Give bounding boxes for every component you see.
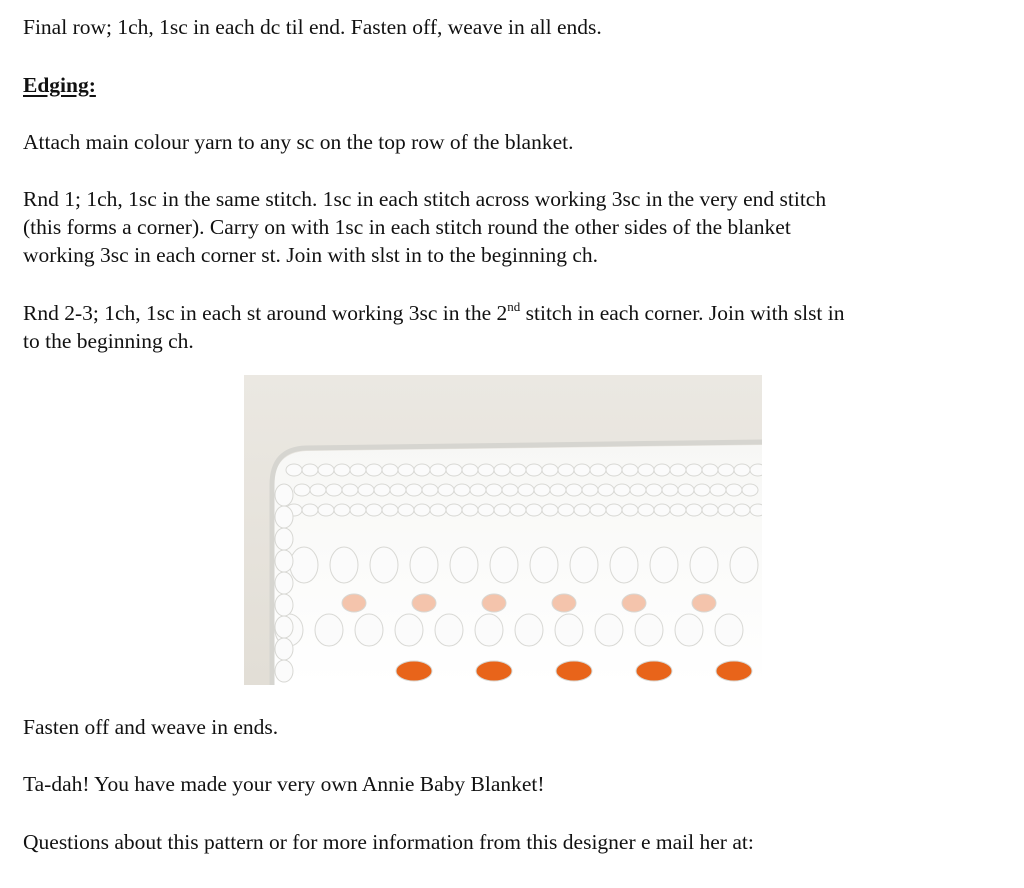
cluster-stitch (315, 614, 343, 646)
stitch (478, 464, 494, 476)
cluster-stitch (555, 614, 583, 646)
stitch (334, 504, 350, 516)
stitch (566, 484, 582, 496)
stitch (550, 484, 566, 496)
stitch (350, 504, 366, 516)
cluster-stitch (330, 547, 358, 583)
stitch (366, 504, 382, 516)
edge-stitch (275, 616, 293, 638)
stitch (534, 484, 550, 496)
stitch (446, 464, 462, 476)
stitch (526, 464, 542, 476)
stitch (526, 504, 542, 516)
edging-heading: Edging: (23, 73, 96, 97)
peach-stitch (412, 594, 436, 612)
stitch (606, 504, 622, 516)
cluster-stitch (355, 614, 383, 646)
stitch (542, 504, 558, 516)
peach-stitch (482, 594, 506, 612)
cluster-stitch (490, 547, 518, 583)
rnd1-text-line-2: (this forms a corner). Carry on with 1sc in each stitch round the other sides of the blanket (23, 215, 791, 239)
stitch (630, 484, 646, 496)
stitch (678, 484, 694, 496)
orange-stitch (396, 661, 432, 681)
orange-stitch (636, 661, 672, 681)
stitch (398, 504, 414, 516)
stitch (670, 504, 686, 516)
stitch (334, 464, 350, 476)
edge-stitch (275, 572, 293, 594)
cluster-stitch (675, 614, 703, 646)
stitch (342, 484, 358, 496)
final-row-text: Final row; 1ch, 1sc in each dc til end. Fasten off, weave in all ends. (23, 15, 602, 39)
stitch (750, 464, 762, 476)
stitch (686, 504, 702, 516)
peach-stitch (622, 594, 646, 612)
stitch (318, 504, 334, 516)
stitch (390, 484, 406, 496)
stitch (598, 484, 614, 496)
stitch (326, 484, 342, 496)
cluster-stitch (730, 547, 758, 583)
stitch (470, 484, 486, 496)
cluster-stitch (475, 614, 503, 646)
stitch (430, 464, 446, 476)
edge-stitch (275, 594, 293, 616)
stitch (686, 464, 702, 476)
stitch (294, 484, 310, 496)
stitch (638, 464, 654, 476)
cluster-stitch (395, 614, 423, 646)
stitch (374, 484, 390, 496)
stitch (462, 504, 478, 516)
cluster-stitch (595, 614, 623, 646)
stitch (734, 464, 750, 476)
stitch (582, 484, 598, 496)
stitch (606, 464, 622, 476)
stitch (422, 484, 438, 496)
cluster-stitch (530, 547, 558, 583)
stitch (350, 464, 366, 476)
stitch (414, 504, 430, 516)
fasten-off-text: Fasten off and weave in ends. (23, 715, 279, 739)
stitch (654, 464, 670, 476)
stitch (302, 504, 318, 516)
orange-stitch (476, 661, 512, 681)
orange-stitch (716, 661, 752, 681)
stitch (710, 484, 726, 496)
crochet-photo-drawing (244, 375, 762, 685)
stitch (502, 484, 518, 496)
edge-stitch (275, 528, 293, 550)
stitch (366, 464, 382, 476)
stitch (638, 504, 654, 516)
stitch (718, 504, 734, 516)
stitch (462, 464, 478, 476)
stitch (510, 504, 526, 516)
stitch (574, 464, 590, 476)
stitch (302, 464, 318, 476)
attach-text: Attach main colour yarn to any sc on the top row of the blanket. (23, 130, 574, 154)
stitch (750, 504, 762, 516)
stitch (494, 504, 510, 516)
stitch (702, 504, 718, 516)
stitch (726, 484, 742, 496)
cluster-stitch (450, 547, 478, 583)
stitch (494, 464, 510, 476)
stitch (558, 464, 574, 476)
cluster-stitch (290, 547, 318, 583)
stitch (382, 504, 398, 516)
stitch (286, 464, 302, 476)
cluster-stitch (650, 547, 678, 583)
stitch (446, 504, 462, 516)
stitch (478, 504, 494, 516)
stitch (654, 504, 670, 516)
stitch (558, 504, 574, 516)
cluster-stitch (635, 614, 663, 646)
cluster-stitch (515, 614, 543, 646)
stitch (718, 464, 734, 476)
peach-stitch (692, 594, 716, 612)
stitch (454, 484, 470, 496)
stitch (430, 504, 446, 516)
cluster-stitch (690, 547, 718, 583)
rnd1-text-line-3: working 3sc in each corner st. Join with slst in to the beginning ch. (23, 243, 599, 267)
stitch (414, 464, 430, 476)
stitch (590, 504, 606, 516)
rnd1-text-line-1: Rnd 1; 1ch, 1sc in the same stitch. 1sc in each stitch across working 3sc in the very end stitch (23, 187, 827, 211)
rnd23-text-line-1 (23, 299, 845, 327)
stitch (438, 484, 454, 496)
stitch (398, 464, 414, 476)
stitch (662, 484, 678, 496)
cluster-stitch (435, 614, 463, 646)
edge-stitch (275, 550, 293, 572)
stitch (590, 464, 606, 476)
cluster-stitch (715, 614, 743, 646)
stitch (614, 484, 630, 496)
peach-stitch (342, 594, 366, 612)
stitch (486, 484, 502, 496)
orange-stitch (556, 661, 592, 681)
stitch (382, 464, 398, 476)
stitch (318, 464, 334, 476)
stitch (734, 504, 750, 516)
stitch (622, 464, 638, 476)
stitch (518, 484, 534, 496)
stitch (694, 484, 710, 496)
cluster-stitch (370, 547, 398, 583)
stitch (510, 464, 526, 476)
stitch (574, 504, 590, 516)
questions-text: Questions about this pattern or for more information from this designer e mail her at: (23, 830, 754, 854)
stitch (358, 484, 374, 496)
cluster-stitch (610, 547, 638, 583)
edge-stitch (275, 506, 293, 528)
ta-dah-text: Ta-dah! You have made your very own Annie Baby Blanket! (23, 772, 545, 796)
stitch (646, 484, 662, 496)
peach-stitch (552, 594, 576, 612)
stitch (702, 464, 718, 476)
edge-stitch (275, 660, 293, 682)
cluster-stitch (570, 547, 598, 583)
stitch (406, 484, 422, 496)
stitch (622, 504, 638, 516)
edge-stitch (275, 484, 293, 506)
stitch (310, 484, 326, 496)
rnd23-text-part-2: stitch in each corner. Join with slst in (520, 301, 845, 325)
stitch (742, 484, 758, 496)
stitch (542, 464, 558, 476)
edge-stitch (275, 638, 293, 660)
ordinal-suffix: nd (507, 298, 521, 314)
cluster-stitch (410, 547, 438, 583)
crochet-edging-photo (244, 375, 762, 685)
stitch (670, 464, 686, 476)
rnd23-text-part-1: Rnd 2-3; 1ch, 1sc in each st around working 3sc in the 2 (23, 301, 508, 325)
rnd23-text-line-2: to the beginning ch. (23, 329, 194, 353)
